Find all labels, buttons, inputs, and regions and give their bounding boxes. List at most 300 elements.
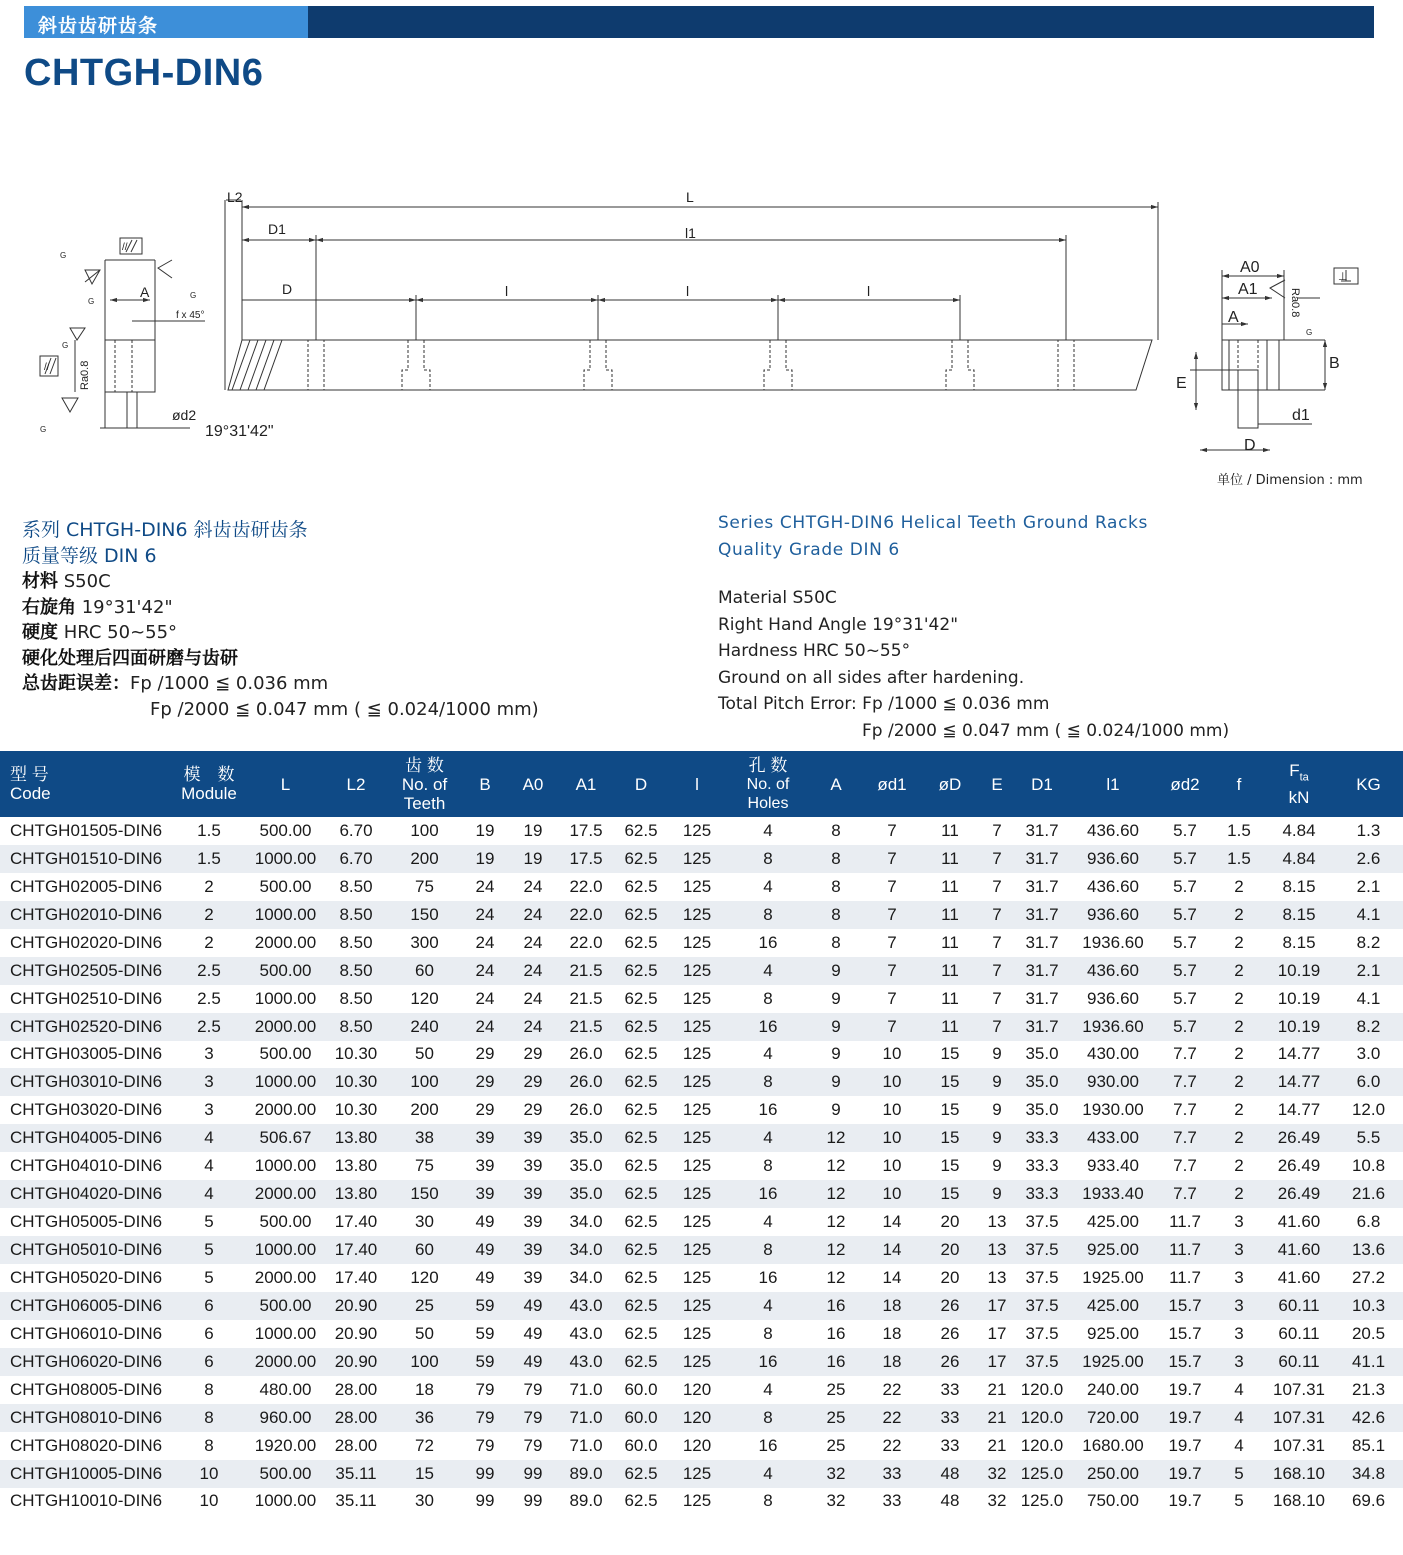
table-cell: 12	[808, 1124, 864, 1152]
product-code-cell: CHTGH03010-DIN6	[0, 1068, 170, 1096]
table-row	[0, 1348, 1403, 1376]
table-cell: 31.7	[1014, 1013, 1070, 1041]
table-cell: 120.0	[1020, 1379, 1064, 1399]
table-cell: 1680.00	[1082, 1435, 1144, 1455]
table-cell: 43.0	[569, 1323, 603, 1343]
table-cell: 9	[980, 1124, 1014, 1152]
table-cell: 71.0	[556, 1404, 616, 1432]
table-cell: 6	[204, 1323, 214, 1343]
table-cell: 10.19	[1264, 957, 1334, 985]
table-cell: 10	[864, 1180, 920, 1208]
table-cell: 33	[940, 1379, 960, 1399]
table-cell: 19.7	[1168, 1379, 1202, 1399]
material-cn: 材料 S50C	[22, 571, 111, 592]
table-cell: 37.5	[1025, 1267, 1059, 1287]
table-cell: 2	[204, 876, 214, 896]
table-cell: 50	[415, 1044, 434, 1064]
table-cell: 9	[831, 988, 841, 1008]
table-cell: 7	[887, 932, 897, 952]
dim-l1: l1	[685, 225, 696, 241]
table-cell: 31.7	[1025, 820, 1059, 840]
table-cell: 18	[864, 1292, 920, 1320]
table-cell: 7	[992, 820, 1002, 840]
table-cell: 933.40	[1087, 1156, 1139, 1176]
table-cell: 2	[170, 901, 248, 929]
table-cell: 1925.00	[1070, 1348, 1156, 1376]
table-cell: 125	[666, 1236, 728, 1264]
table-cell: 11	[920, 901, 980, 929]
table-cell: 2000.00	[248, 1013, 323, 1041]
product-code-cell: CHTGH02520-DIN6	[0, 1013, 170, 1041]
table-cell: 29	[523, 1044, 543, 1064]
product-code-cell: CHTGH04010-DIN6	[10, 1156, 163, 1176]
table-cell: 500.00	[248, 957, 323, 985]
table-cell: 29	[475, 1100, 495, 1120]
left-side-view	[40, 238, 205, 428]
table-cell: 59	[460, 1348, 510, 1376]
table-cell: 125	[666, 1068, 728, 1096]
table-cell: 69.6	[1351, 1491, 1386, 1511]
table-cell: 35.0	[1025, 1044, 1059, 1064]
col-L2: L2	[323, 751, 389, 817]
table-cell: 62.5	[616, 1068, 666, 1096]
dim-l-2: l	[686, 283, 690, 299]
dim-D1: D1	[268, 221, 286, 237]
table-cell: 10.8	[1351, 1156, 1386, 1176]
table-cell: 11	[941, 820, 959, 840]
dim-A1: A1	[1238, 281, 1258, 298]
table-cell: 425.00	[1070, 1292, 1156, 1320]
product-code-cell: CHTGH02510-DIN6	[10, 988, 163, 1008]
table-row	[0, 1041, 1403, 1069]
ground-en: Ground on all sides after hardening.	[718, 667, 1025, 688]
table-cell: 39	[460, 1180, 510, 1208]
table-cell: 16	[758, 1267, 778, 1287]
table-cell: 15	[920, 1124, 980, 1152]
table-cell: 19.7	[1156, 1404, 1214, 1432]
table-cell: 62.5	[616, 901, 666, 929]
table-cell: 4	[763, 1044, 773, 1064]
table-cell: 39	[523, 1267, 543, 1287]
table-cell: 8	[831, 820, 841, 840]
table-cell: 62.5	[616, 845, 666, 873]
table-cell: 5	[170, 1236, 248, 1264]
table-cell: 8	[763, 1156, 773, 1176]
table-cell: 3	[1214, 1348, 1264, 1376]
table-cell: 7.7	[1156, 1068, 1214, 1096]
table-cell: 37.5	[1014, 1292, 1070, 1320]
table-cell: 3	[1214, 1236, 1264, 1264]
table-cell: 19	[460, 845, 510, 873]
table-cell: 29	[510, 1068, 556, 1096]
table-cell: 10.3	[1334, 1292, 1403, 1320]
table-cell: 28.00	[323, 1404, 389, 1432]
table-cell: 1000.00	[248, 845, 323, 873]
table-cell: 39	[523, 1212, 543, 1232]
table-cell: 21.5	[569, 988, 603, 1008]
table-cell: 11	[920, 1013, 980, 1041]
table-cell: 500.00	[259, 1212, 312, 1232]
table-cell: 12	[826, 1267, 846, 1287]
table-cell: 120	[682, 1435, 712, 1455]
table-cell: 14	[864, 1236, 920, 1264]
table-cell: 89.0	[569, 1491, 603, 1511]
table-cell: 62.5	[624, 1267, 658, 1287]
table-cell: 8	[170, 1404, 248, 1432]
table-cell: 125	[666, 957, 728, 985]
table-cell: 42.6	[1334, 1404, 1403, 1432]
table-cell: 32	[987, 1491, 1007, 1511]
table-cell: 1000.00	[248, 1236, 323, 1264]
table-cell: 1925.00	[1082, 1267, 1144, 1287]
table-cell: 10.30	[334, 1100, 378, 1120]
grade-cn: 质量等级 DIN 6	[22, 544, 157, 567]
col-l1: l1	[1070, 751, 1156, 817]
table-cell: 62.5	[624, 988, 658, 1008]
table-cell: 8.50	[339, 932, 373, 952]
table-cell: 7	[864, 901, 920, 929]
table-cell: 11	[941, 988, 959, 1008]
parallel-symbol-top: //	[122, 242, 128, 253]
table-cell: 4	[728, 957, 808, 985]
table-cell: 21.3	[1351, 1379, 1386, 1399]
product-code-cell: CHTGH10005-DIN6	[0, 1460, 170, 1488]
table-cell: 6.8	[1356, 1212, 1381, 1232]
table-cell: 15	[940, 1044, 960, 1064]
unit-note: 单位 / Dimension : mm	[1217, 473, 1363, 488]
table-cell: 49	[523, 1323, 543, 1343]
col-A: A	[808, 751, 864, 817]
table-cell: 436.60	[1087, 876, 1139, 896]
table-cell: 125	[666, 1180, 728, 1208]
table-cell: 2000.00	[254, 932, 317, 952]
table-cell: 25	[389, 1292, 460, 1320]
table-cell: 500.00	[259, 1044, 312, 1064]
table-cell: 6.0	[1334, 1068, 1403, 1096]
product-code-cell: CHTGH03020-DIN6	[10, 1100, 163, 1120]
table-cell: 8	[728, 845, 808, 873]
table-cell: 8	[763, 988, 773, 1008]
table-cell: 71.0	[569, 1379, 603, 1399]
product-code-cell: CHTGH06005-DIN6	[0, 1292, 170, 1320]
table-cell: 13.80	[323, 1180, 389, 1208]
dim-A-right: A	[1228, 309, 1239, 326]
table-cell: 37.5	[1025, 1323, 1059, 1343]
table-cell: 4	[1234, 1379, 1244, 1399]
table-cell: 19	[523, 820, 543, 840]
dim-L: L	[686, 189, 694, 205]
table-cell: 62.5	[624, 876, 658, 896]
dim-D: D	[282, 281, 293, 297]
dim-chamfer: f x 45°	[176, 310, 205, 321]
table-cell: 2000.00	[248, 1348, 323, 1376]
table-cell: 24	[510, 901, 556, 929]
table-cell: 79	[523, 1379, 543, 1399]
table-cell: 8	[831, 876, 841, 896]
table-cell: 7.7	[1156, 1180, 1214, 1208]
table-row	[0, 1096, 1403, 1124]
table-cell: 11	[920, 957, 980, 985]
table-cell: 14.77	[1277, 1100, 1321, 1120]
perpendicular-symbol: ⊥	[1338, 271, 1348, 283]
table-cell: 120.0	[1014, 1404, 1070, 1432]
table-cell: 31.7	[1025, 876, 1059, 896]
table-cell: 35.0	[556, 1180, 616, 1208]
table-cell: 39	[460, 1124, 510, 1152]
table-cell: 26	[940, 1323, 960, 1343]
table-cell: 1000.00	[254, 988, 317, 1008]
table-cell: 22	[882, 1435, 902, 1455]
col-D1: D1	[1014, 751, 1070, 817]
dim-l-1: l	[505, 283, 509, 299]
table-row	[0, 817, 1403, 845]
table-cell: 425.00	[1087, 1212, 1139, 1232]
col-A1: A1	[556, 751, 616, 817]
table-cell: 32	[980, 1460, 1014, 1488]
table-cell: 62.5	[616, 1460, 666, 1488]
table-cell: 9	[980, 1180, 1014, 1208]
table-cell: 99	[510, 1460, 556, 1488]
table-cell: 39	[523, 1156, 543, 1176]
table-cell: 125	[666, 1348, 728, 1376]
product-code-cell: CHTGH02505-DIN6	[0, 957, 170, 985]
dim-B: B	[1329, 355, 1340, 372]
table-cell: 24	[510, 957, 556, 985]
table-cell: 100	[410, 820, 439, 840]
product-code-cell: CHTGH02020-DIN6	[10, 932, 163, 952]
table-cell: 8	[728, 1236, 808, 1264]
product-code-cell: CHTGH05010-DIN6	[0, 1236, 170, 1264]
table-cell: 24	[475, 932, 495, 952]
table-cell: 120.0	[1020, 1435, 1064, 1455]
table-cell: 60.11	[1278, 1323, 1320, 1343]
table-cell: 9	[808, 1013, 864, 1041]
table-row	[0, 957, 1403, 985]
table-cell: 17.5	[556, 845, 616, 873]
table-cell: 9	[831, 1044, 841, 1064]
table-cell: 60.0	[624, 1379, 658, 1399]
table-cell: 8.50	[339, 988, 373, 1008]
table-cell: 49	[475, 1267, 495, 1287]
table-cell: 35.0	[1014, 1068, 1070, 1096]
table-cell: 19	[475, 820, 495, 840]
table-cell: 62.5	[624, 1491, 658, 1511]
table-cell: 3	[204, 1044, 214, 1064]
table-cell: 60	[389, 957, 460, 985]
col-holes: 孔 数 No. of Holes	[728, 751, 808, 817]
table-cell: 26.0	[569, 1100, 603, 1120]
table-cell: 240.00	[1087, 1379, 1139, 1399]
table-cell: 33	[920, 1404, 980, 1432]
table-cell: 15.7	[1168, 1323, 1202, 1343]
table-cell: 8	[728, 1404, 808, 1432]
table-cell: 7	[864, 845, 920, 873]
table-cell: 5.7	[1173, 988, 1197, 1008]
table-row	[0, 1124, 1403, 1152]
table-cell: 99	[460, 1460, 510, 1488]
table-row	[0, 1152, 1403, 1180]
table-row	[0, 1264, 1403, 1292]
table-cell: 60.0	[624, 1435, 658, 1455]
pitch-cn-2: Fp /2000 ≦ 0.047 mm ( ≦ 0.024/1000 mm)	[150, 698, 539, 720]
table-cell: 34.0	[569, 1267, 603, 1287]
table-cell: 7.7	[1173, 1156, 1197, 1176]
table-row	[0, 1292, 1403, 1320]
table-cell: 38	[389, 1124, 460, 1152]
table-cell: 125	[682, 1156, 712, 1176]
product-code-cell: CHTGH06010-DIN6	[10, 1323, 163, 1343]
table-cell: 39	[510, 1236, 556, 1264]
table-cell: 59	[475, 1323, 495, 1343]
table-cell: 125	[666, 845, 728, 873]
table-cell: 7	[980, 957, 1014, 985]
table-cell: 10.19	[1277, 988, 1321, 1008]
table-cell: 79	[475, 1435, 495, 1455]
table-cell: 6.70	[323, 845, 389, 873]
table-cell: 4	[1234, 1435, 1244, 1455]
table-cell: 22	[882, 1379, 902, 1399]
table-cell: 125	[682, 932, 712, 952]
table-cell: 2	[1234, 1044, 1244, 1064]
table-cell: 31.7	[1025, 932, 1059, 952]
table-cell: 2	[1214, 901, 1264, 929]
table-cell: 150	[389, 901, 460, 929]
col-KG: KG	[1334, 751, 1403, 817]
product-code-cell: CHTGH10010-DIN6	[10, 1491, 163, 1511]
table-cell: 62.5	[624, 1156, 658, 1176]
table-cell: 39	[510, 1124, 556, 1152]
table-cell: 22	[864, 1404, 920, 1432]
table-cell: 15	[920, 1180, 980, 1208]
table-cell: 30	[415, 1491, 434, 1511]
table-cell: 37.5	[1025, 1212, 1059, 1232]
table-cell: 17	[980, 1348, 1014, 1376]
table-cell: 19.7	[1168, 1491, 1202, 1511]
table-cell: 4	[763, 876, 773, 896]
roughness-left: Ra0.8	[79, 360, 91, 390]
table-cell: 4.1	[1356, 988, 1381, 1008]
table-cell: 3	[170, 1068, 248, 1096]
table-cell: 10	[170, 1460, 248, 1488]
table-cell: 7	[980, 901, 1014, 929]
table-cell: 2	[1234, 1156, 1244, 1176]
table-cell: 24	[460, 901, 510, 929]
table-cell: 8	[204, 1435, 214, 1455]
table-cell: 12	[826, 1212, 846, 1232]
table-cell: 71.0	[569, 1435, 603, 1455]
table-cell: 14	[882, 1212, 902, 1232]
table-cell: 15	[389, 1460, 460, 1488]
table-cell: 15.7	[1156, 1292, 1214, 1320]
table-cell: 7	[864, 1013, 920, 1041]
table-row	[0, 1208, 1403, 1236]
table-cell: 99	[523, 1491, 543, 1511]
ground-mark-2: G	[88, 297, 95, 306]
table-cell: 2	[1234, 1100, 1244, 1120]
table-cell: 9	[808, 1068, 864, 1096]
table-cell: 41.60	[1264, 1236, 1334, 1264]
table-cell: 26	[920, 1348, 980, 1376]
ground-mark-4: G	[40, 425, 47, 434]
table-cell: 7	[887, 820, 897, 840]
table-cell: 18	[882, 1323, 902, 1343]
angle-cn: 右旋角 19°31'42"	[22, 596, 173, 618]
table-cell: 936.60	[1070, 845, 1156, 873]
table-cell: 100	[389, 1348, 460, 1376]
table-cell: 5.7	[1173, 932, 1197, 952]
table-cell: 20	[920, 1236, 980, 1264]
table-cell: 240	[389, 1013, 460, 1041]
table-cell: 1000.00	[248, 1068, 323, 1096]
product-code-cell: CHTGH05020-DIN6	[10, 1267, 163, 1287]
col-E: E	[980, 751, 1014, 817]
table-cell: 8.2	[1356, 932, 1381, 952]
table-cell: 37.5	[1014, 1348, 1070, 1376]
table-row	[0, 1236, 1403, 1264]
table-cell: 35.11	[323, 1460, 389, 1488]
table-cell: 13.80	[323, 1124, 389, 1152]
col-d1: ød1	[864, 751, 920, 817]
table-cell: 24	[523, 876, 543, 896]
table-cell: 150	[389, 1180, 460, 1208]
table-cell: 39	[475, 1156, 495, 1176]
table-body	[0, 817, 1403, 1515]
table-cell: 16	[758, 1435, 778, 1455]
table-cell: 7.7	[1173, 1044, 1197, 1064]
table-cell: 125	[682, 1323, 712, 1343]
table-row	[0, 873, 1403, 901]
table-cell: 24	[523, 988, 543, 1008]
table-cell: 2000.00	[254, 1100, 317, 1120]
table-cell: 35.0	[1025, 1100, 1059, 1120]
table-cell: 15	[940, 1156, 960, 1176]
table-cell: 2	[204, 932, 214, 952]
table-cell: 250.00	[1070, 1460, 1156, 1488]
table-cell: 29	[475, 1044, 495, 1064]
table-cell: 19	[510, 845, 556, 873]
table-cell: 125.0	[1014, 1460, 1070, 1488]
table-cell: 8	[728, 1068, 808, 1096]
table-cell: 125	[682, 1491, 712, 1511]
table-cell: 19.7	[1156, 1460, 1214, 1488]
table-cell: 1000.00	[254, 1323, 317, 1343]
table-cell: 31.7	[1014, 845, 1070, 873]
table-cell: 24	[510, 1013, 556, 1041]
product-code-cell: CHTGH01510-DIN6	[0, 845, 170, 873]
table-cell: 20.5	[1351, 1323, 1386, 1343]
dim-E: E	[1176, 375, 1187, 392]
table-cell: 500.00	[259, 876, 312, 896]
col-A0: A0	[510, 751, 556, 817]
table-cell: 28.00	[334, 1379, 378, 1399]
table-cell: 4	[204, 1156, 214, 1176]
table-cell: 720.00	[1070, 1404, 1156, 1432]
table-cell: 200	[410, 1100, 439, 1120]
table-cell: 18	[864, 1348, 920, 1376]
table-row	[0, 1180, 1403, 1208]
hardness-cn: 硬度 HRC 50~55°	[22, 622, 178, 643]
table-cell: 13	[980, 1236, 1014, 1264]
dim-l-3: l	[867, 283, 871, 299]
table-cell: 5	[204, 1267, 214, 1287]
table-cell: 29	[460, 1068, 510, 1096]
product-code-cell: CHTGH04005-DIN6	[0, 1124, 170, 1152]
table-cell: 24	[460, 1013, 510, 1041]
table-cell: 7	[992, 932, 1002, 952]
col-oD: øD	[920, 751, 980, 817]
table-cell: 22.0	[569, 932, 603, 952]
table-cell: 26.49	[1277, 1156, 1321, 1176]
